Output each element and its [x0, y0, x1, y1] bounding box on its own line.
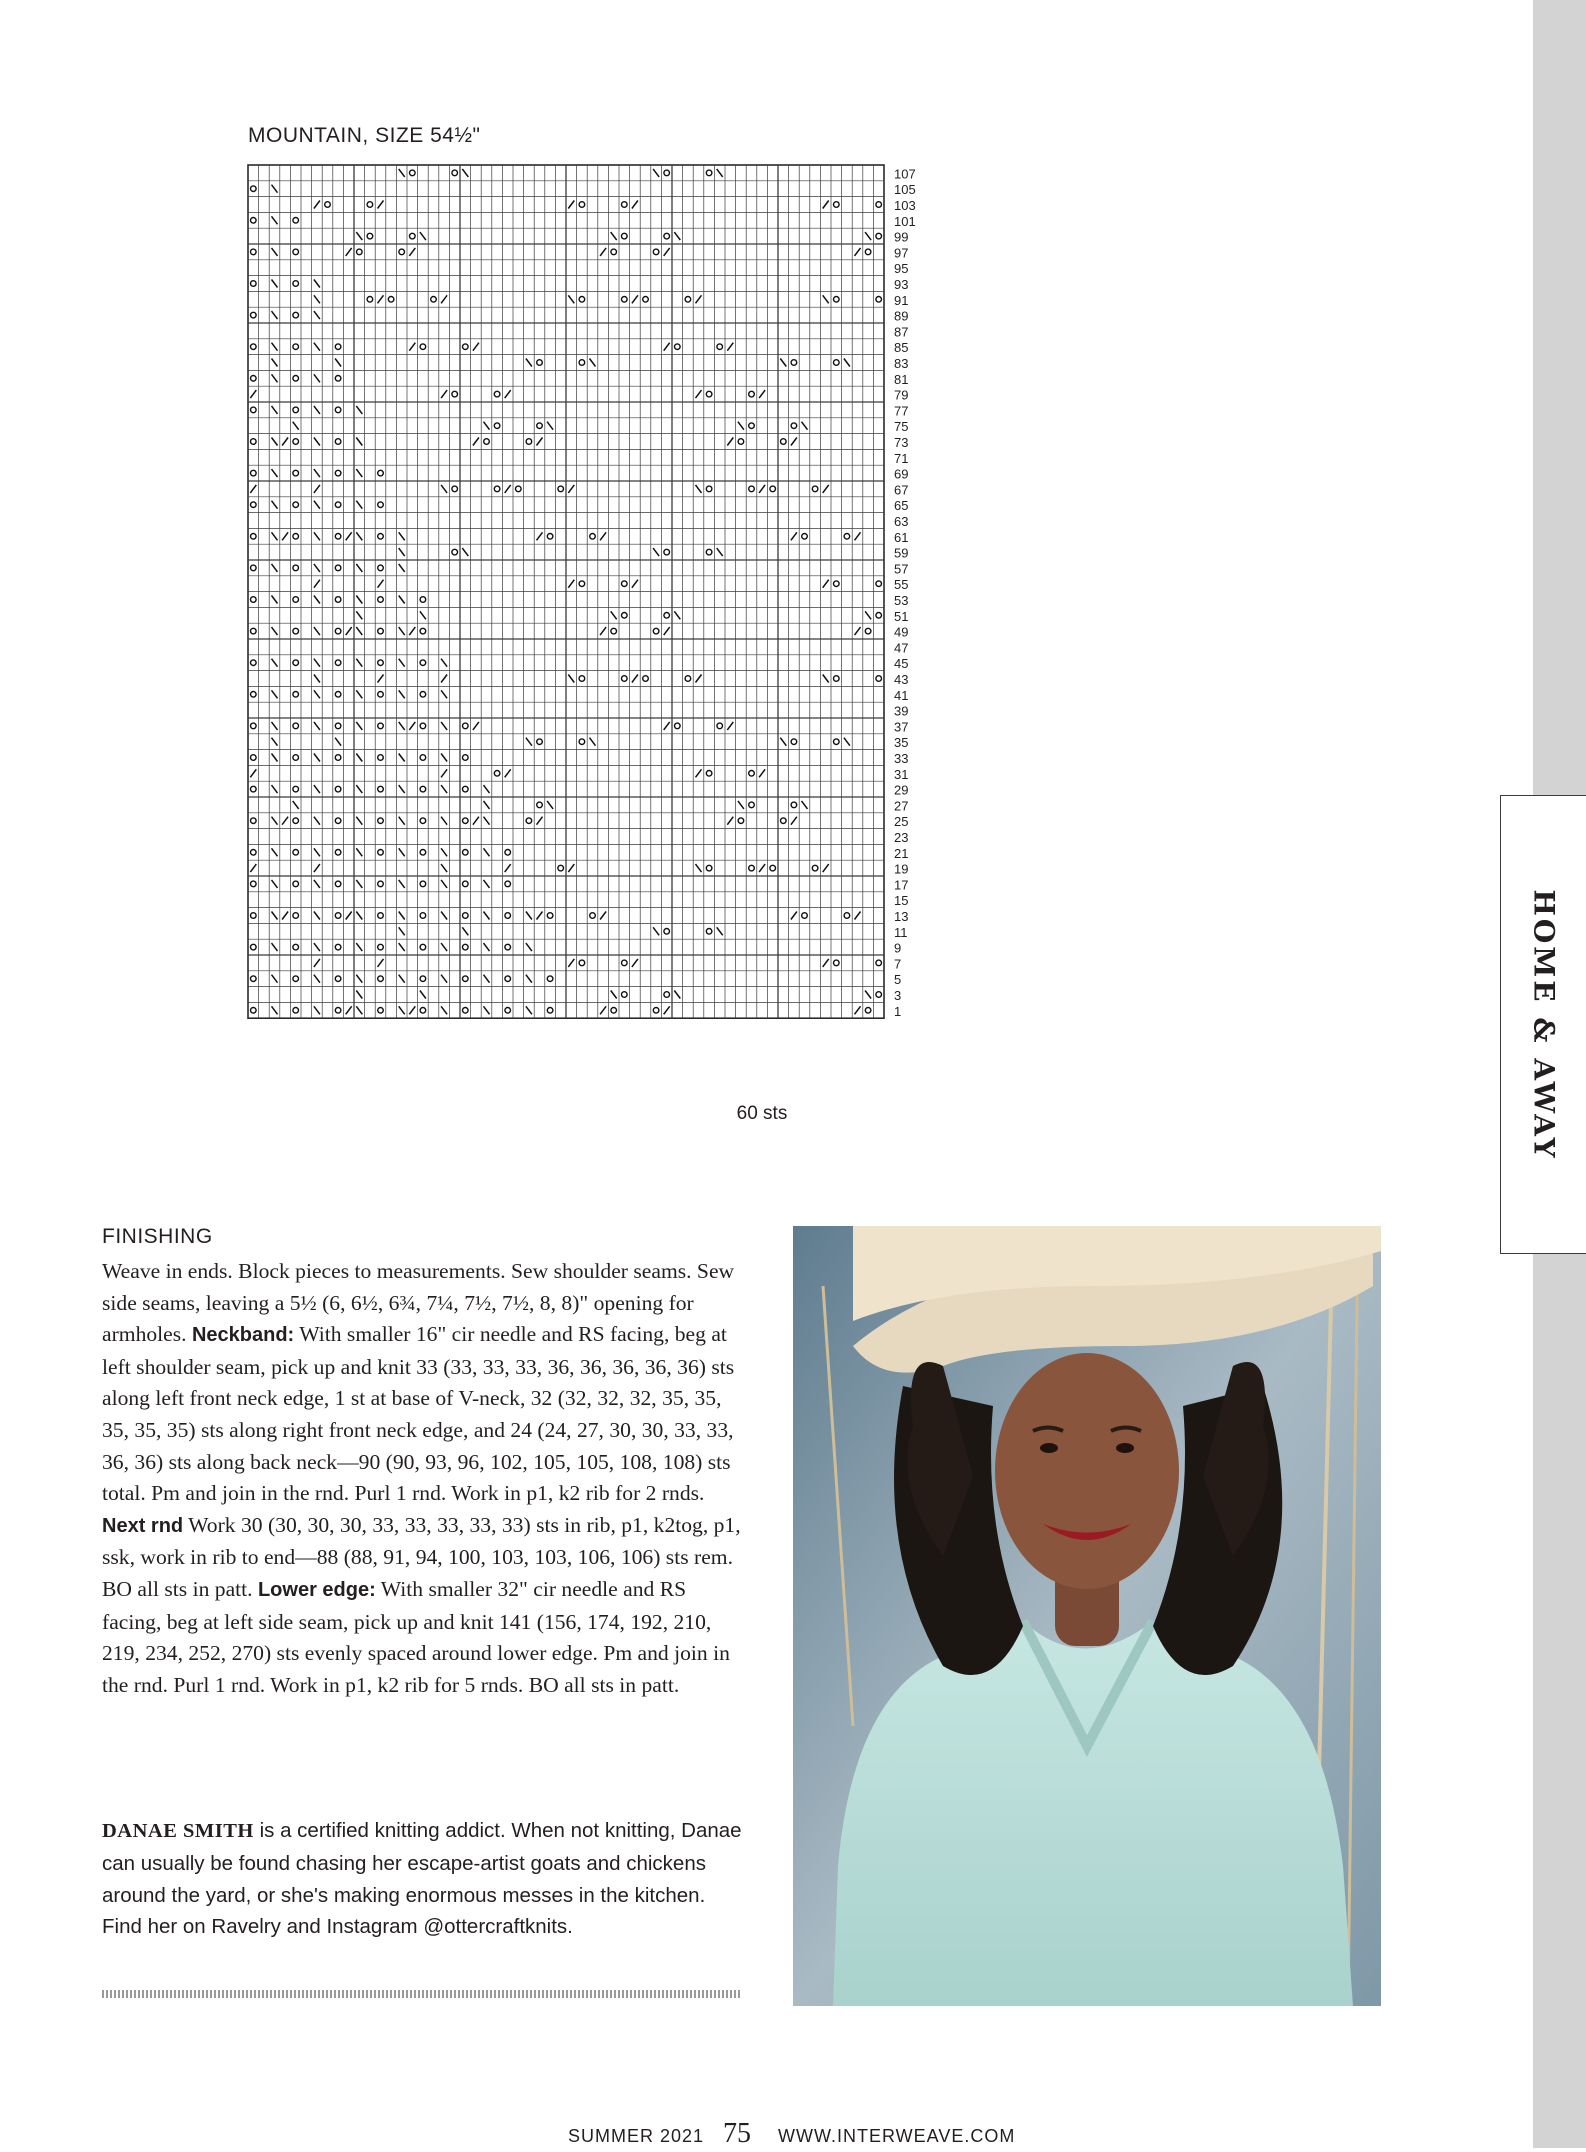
row-number-label: 81	[894, 371, 909, 387]
row-number-label: 25	[894, 814, 909, 830]
lower-edge-label: Lower edge:	[257, 1578, 376, 1601]
row-number-label: 63	[894, 514, 909, 530]
row-number-label: 69	[894, 466, 909, 482]
row-number-label: 43	[894, 672, 909, 688]
row-number-label: 5	[894, 972, 902, 988]
row-number-label: 73	[894, 435, 909, 451]
row-number-label: 57	[894, 561, 909, 577]
row-number-label: 23	[894, 830, 909, 846]
row-number-label: 3	[894, 988, 902, 1004]
chart-caption: 60 sts	[736, 1103, 788, 1124]
row-number-label: 103	[894, 198, 916, 214]
row-number-label: 95	[894, 261, 909, 277]
row-number-label: 15	[894, 893, 909, 909]
designer-bio	[102, 1815, 742, 1943]
row-number-label: 77	[894, 403, 909, 419]
row-number-label: 45	[894, 656, 909, 672]
row-number-label: 67	[894, 482, 909, 498]
row-number-label: 19	[894, 861, 909, 877]
divider-rule	[102, 1990, 742, 1998]
row-number-label: 85	[894, 340, 909, 356]
bio-name: DANAE SMITH	[102, 1820, 254, 1842]
row-number-label: 65	[894, 498, 909, 514]
row-number-label: 51	[894, 608, 909, 624]
row-number-label: 47	[894, 640, 909, 656]
finishing-p2: With smaller 16" cir needle and RS facing, beg at left shoulder seam, pick up and knit 33 (33, 33, 33, 36, 36, 36, 36, 36) sts along left front neck edge, 1 st at base of V-neck, 32 (32, 32, 32, 35, 35, 35, 35, 35) sts along right front neck edge, and 24 (24, 27, 30, 30, 33, 33, 36, 36) sts along back neck—90 (90, 93, 96, 102, 105, 105, 108, 108) sts total. Pm and join in the rnd. Purl 1 rnd. Work in p1, k2 rib for 2 rnds.	[102, 1322, 735, 1506]
row-number-label: 71	[894, 450, 909, 466]
row-number-label: 91	[894, 292, 909, 308]
row-number-label: 107	[894, 166, 916, 182]
finishing-text	[102, 1256, 742, 1701]
row-number-label: 13	[894, 909, 909, 925]
row-number-label: 97	[894, 245, 909, 261]
row-number-label: 35	[894, 735, 909, 751]
row-number-label: 101	[894, 213, 916, 229]
footer-issue: SUMMER 2021	[568, 2126, 705, 2146]
knitting-chart	[240, 155, 1370, 1100]
row-number-label: 59	[894, 545, 909, 561]
section-tab-label: HOME & AWAY	[1527, 888, 1560, 1161]
row-number-label: 105	[894, 182, 916, 198]
model-photo	[793, 1226, 1381, 2006]
next-rnd-label: Next rnd	[102, 1514, 184, 1537]
row-number-label: 53	[894, 593, 909, 609]
row-number-label: 1	[894, 1003, 902, 1019]
neckband-label: Neckband:	[191, 1324, 295, 1347]
row-number-label: 75	[894, 419, 909, 435]
footer-website: WWW.INTERWEAVE.COM	[778, 2126, 1016, 2146]
row-number-label: 41	[894, 687, 909, 703]
row-number-label: 17	[894, 877, 909, 893]
section-tab	[1500, 795, 1586, 1254]
row-number-label: 37	[894, 719, 909, 735]
finishing-p1: Weave in ends. Block pieces to measurements. Sew shoulder seams. Sew side seams, leaving a 5½ (6, 6½, 6¾, 7¼, 7½, 7½, 8, 8)" opening for armholes.	[102, 1259, 735, 1347]
row-number-label: 11	[894, 924, 908, 940]
row-number-label: 9	[894, 940, 902, 956]
row-number-label: 21	[894, 845, 909, 861]
row-number-label: 55	[894, 577, 909, 593]
row-number-label: 39	[894, 703, 909, 719]
row-number-label: 31	[894, 766, 909, 782]
row-number-label: 61	[894, 529, 909, 545]
row-number-label: 83	[894, 356, 909, 372]
row-number-label: 89	[894, 308, 909, 324]
page-number: 75	[723, 2118, 751, 2149]
finishing-p3: Work 30 (30, 30, 30, 33, 33, 33, 33, 33) sts in rib, p1, k2tog, p1, ssk, work in rib to end—88 (88, 91, 94, 100, 103, 103, 106, 106) sts rem. BO all sts in patt.	[102, 1512, 741, 1601]
row-number-label: 93	[894, 277, 909, 293]
row-number-label: 33	[894, 751, 909, 767]
row-number-label: 29	[894, 782, 909, 798]
bio-text: is a certified knitting addict. When not knitting, Danae can usually be found chasing her escape-artist goats and chickens around the yard, or she's making enormous messes in the kitchen. Find her on Ravelry and Instagram @ottercraftknits.	[102, 1819, 742, 1939]
finishing-heading: FINISHING	[102, 1225, 213, 1248]
row-number-label: 27	[894, 798, 909, 814]
row-number-label: 87	[894, 324, 909, 340]
row-number-label: 49	[894, 624, 909, 640]
row-number-label: 79	[894, 387, 909, 403]
chart-title: MOUNTAIN, SIZE 54½"	[248, 124, 481, 147]
row-number-label: 7	[894, 956, 902, 972]
finishing-p4: With smaller 32" cir needle and RS facing, beg at left side seam, pick up and knit 141 (156, 174, 192, 210, 219, 234, 252, 270) sts evenly spaced around lower edge. Pm and join in the rnd. Purl 1 rnd. Work in p1, k2 rib for 5 rnds. BO all sts in patt.	[102, 1576, 730, 1697]
row-number-label: 99	[894, 229, 909, 245]
